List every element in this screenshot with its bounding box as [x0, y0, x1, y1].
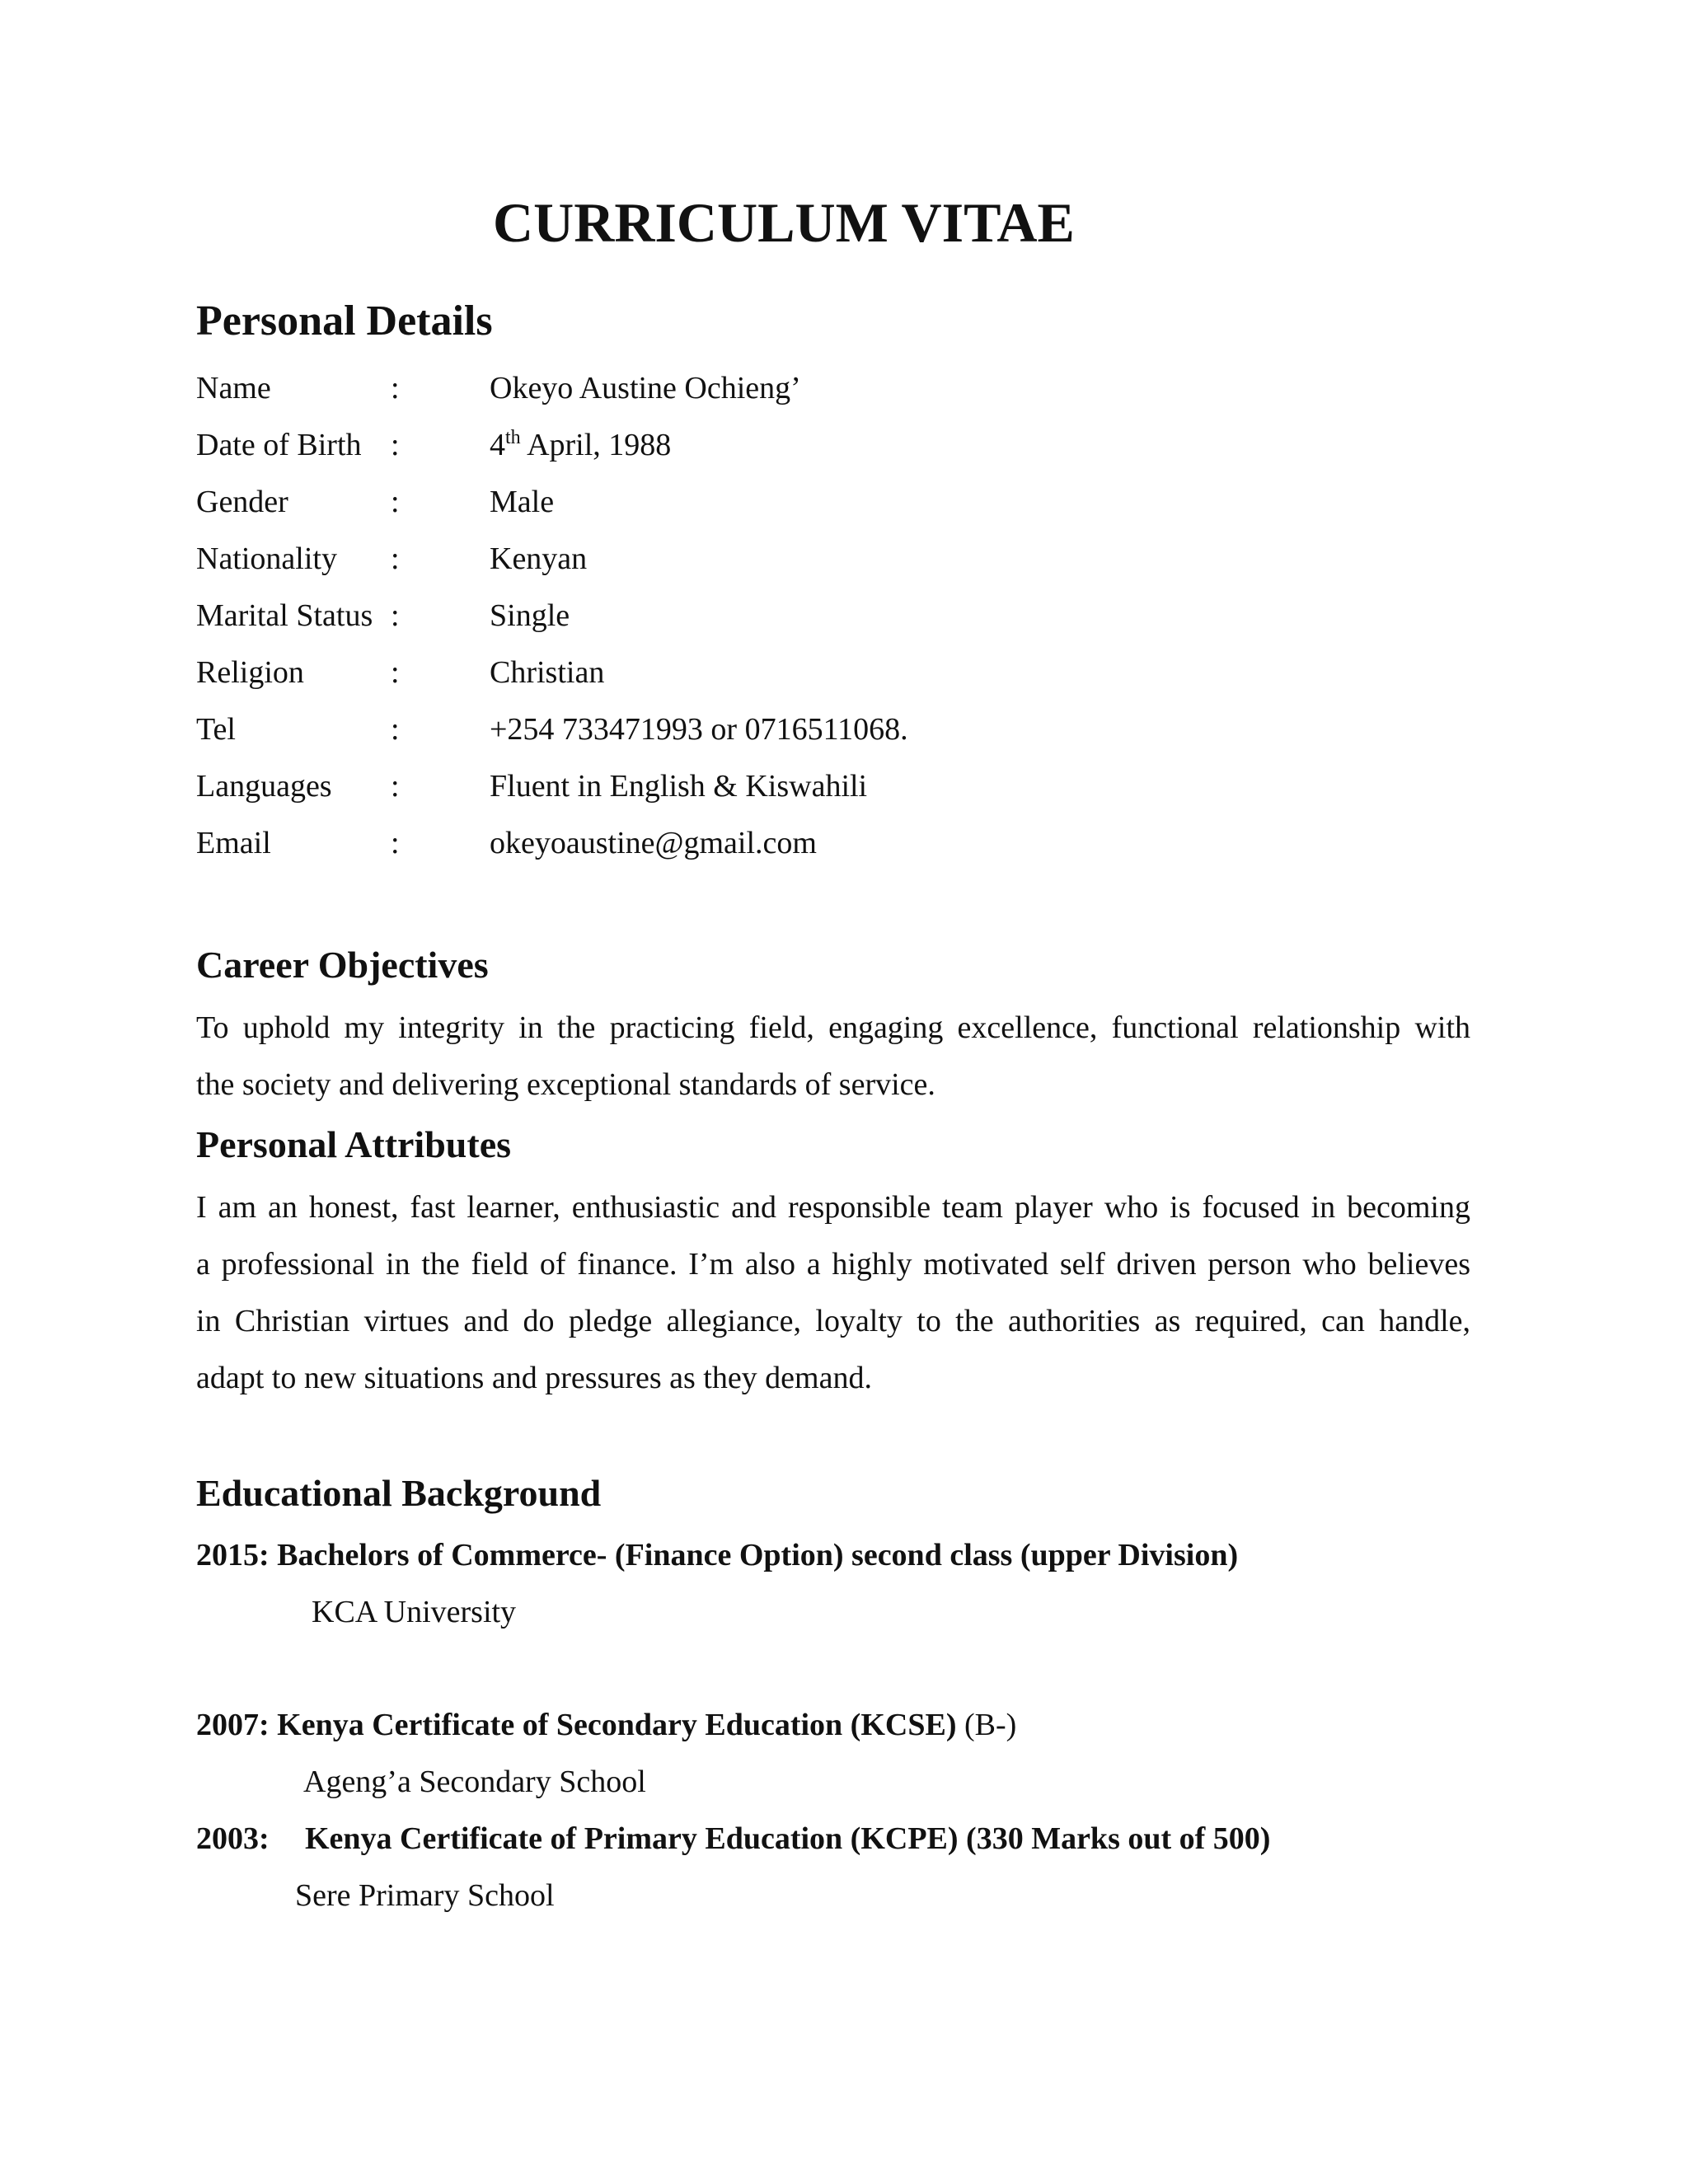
- document-title: CURRICULUM VITAE: [493, 191, 1075, 254]
- detail-label: Languages: [196, 769, 332, 804]
- detail-label: Tel: [196, 712, 236, 747]
- education-entry-2015: [196, 1540, 1238, 1571]
- education-title: Kenya Certificate of Primary Education (KCPE) (330 Marks out of 500): [305, 1821, 1271, 1856]
- email-value: okeyoaustine@gmail.com: [490, 826, 817, 860]
- detail-value: Fluent in English & Kiswahili: [490, 769, 868, 804]
- detail-value: Single: [490, 598, 570, 633]
- personal-attributes-line: I am an honest, fast learner, enthusiastic and responsible team player who is focused in becoming: [196, 1190, 1470, 1225]
- personal-attributes-heading: Personal Attributes: [196, 1123, 512, 1165]
- detail-label: Email: [196, 826, 271, 860]
- career-objectives-heading: Career Objectives: [196, 944, 489, 986]
- educational-background-heading: Educational Background: [196, 1472, 602, 1514]
- education-title: Kenya Certificate of Secondary Education (KCSE): [277, 1708, 957, 1742]
- education-entry-2003: [196, 1823, 270, 1854]
- detail-colon: :: [391, 485, 400, 519]
- education-year: 2003:: [196, 1821, 270, 1856]
- education-year: 2015:: [196, 1538, 270, 1572]
- education-year: 2007:: [196, 1708, 270, 1742]
- detail-label: Religion: [196, 655, 304, 690]
- detail-colon: :: [391, 541, 400, 576]
- education-institution: KCA University: [312, 1595, 517, 1629]
- detail-colon: :: [391, 428, 400, 462]
- career-objectives-line: the society and delivering exceptional standards of service.: [196, 1067, 935, 1102]
- education-institution: Sere Primary School: [295, 1878, 555, 1913]
- detail-colon: :: [391, 712, 400, 747]
- education-grade: (B-): [964, 1708, 1017, 1742]
- detail-value: +254 733471993 or 0716511068.: [490, 712, 908, 747]
- birth-day: 4: [490, 428, 505, 462]
- career-objectives-line: To uphold my integrity in the practicing field, engaging excellence, functional relationship with: [196, 1010, 1470, 1045]
- detail-label: Gender: [196, 485, 288, 519]
- detail-colon: :: [391, 826, 400, 860]
- personal-details-heading: Personal Details: [196, 298, 493, 344]
- detail-colon: :: [391, 655, 400, 690]
- personal-attributes-line: in Christian virtues and do pledge allegiance, loyalty to the authorities as required, can handle,: [196, 1304, 1470, 1338]
- ordinal-suffix: th: [505, 427, 521, 448]
- education-title: Bachelors of Commerce- (Finance Option) second class (upper Division): [277, 1538, 1239, 1572]
- detail-label: Marital Status: [196, 598, 373, 633]
- detail-label: Nationality: [196, 541, 337, 576]
- education-institution: Ageng’a Secondary School: [303, 1765, 646, 1799]
- personal-attributes-line: adapt to new situations and pressures as they demand.: [196, 1361, 872, 1395]
- detail-value: Okeyo Austine Ochieng’: [490, 371, 801, 405]
- detail-colon: :: [391, 769, 400, 804]
- detail-colon: :: [391, 598, 400, 633]
- detail-value: Kenyan: [490, 541, 588, 576]
- detail-value: Christian: [490, 655, 605, 690]
- detail-colon: :: [391, 371, 400, 405]
- detail-value: Male: [490, 485, 555, 519]
- personal-attributes-line: a professional in the field of finance. I’m also a highly motivated self driven person who believes: [196, 1247, 1470, 1282]
- detail-label: Date of Birth: [196, 428, 362, 462]
- detail-value: [490, 429, 671, 461]
- birth-month-year: April, 1988: [520, 428, 672, 462]
- detail-label: Name: [196, 371, 271, 405]
- education-entry-2007: [196, 1709, 1016, 1741]
